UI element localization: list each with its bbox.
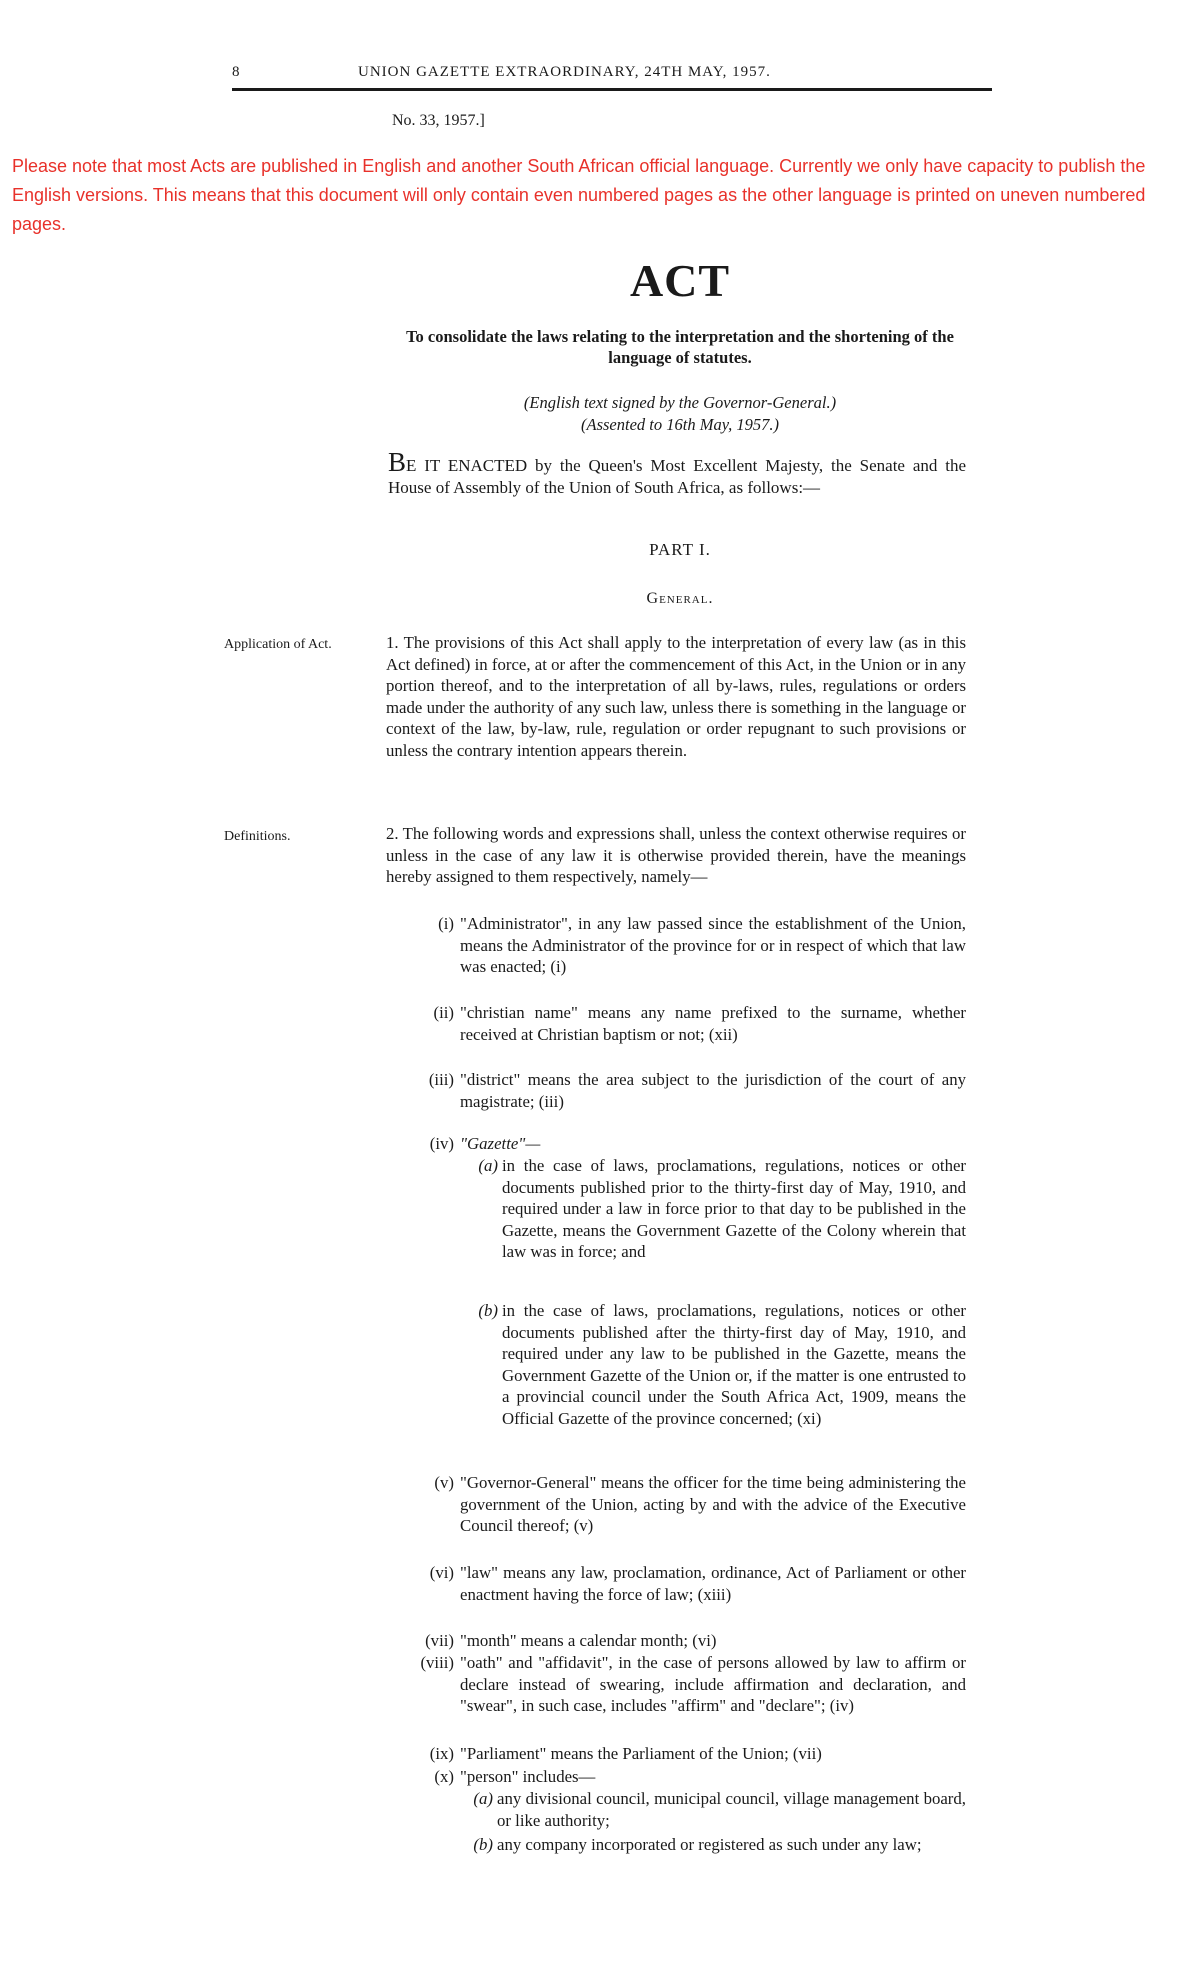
definition-text: "Gazette"— (460, 1134, 541, 1153)
definition-label: (viii) (420, 1653, 454, 1672)
subparagraph-text: any divisional council, municipal council, village management board, or like authority; (497, 1789, 966, 1830)
definition-item (429, 1562, 966, 1605)
definition-label: (iv) (429, 1134, 454, 1153)
enacting-text: E IT ENACTED by the Queen's Most Excellent Majesty, the Senate and the House of Assembly of the Union of South Africa, as follows:— (388, 456, 966, 497)
subparagraph-label: (a) (473, 1789, 493, 1808)
subparagraph-text: in the case of laws, proclamations, regulations, notices or other documents published prior to the thirty-first day of May, 1910, and required under a law in force prior to that day to be published in the Gazette, means the Government Gazette of the Colony wherein that law was in force; and (502, 1156, 966, 1261)
subparagraph-label: (b) (478, 1301, 498, 1320)
page-number: 8 (232, 64, 241, 80)
act-heading: ACT (629, 255, 731, 306)
part-heading: PART I. (649, 540, 711, 559)
definition-text: "christian name" means any name prefixed to the surname, whether received at Christian baptism or not; (xii) (460, 1003, 966, 1044)
header-rule (232, 88, 992, 91)
definition-text: "Administrator", in any law passed since the establishment of the Union, means the Administrator of the province for or in respect of which that law was enacted; (i) (460, 914, 966, 976)
definition-label: (vi) (429, 1563, 454, 1582)
definition-text: "oath" and "affidavit", in the case of persons allowed by law to affirm or declare instead of swearing, include affirmation and declaration, and "swear", in such case, includes "affirm" and "declare"; (iv) (460, 1653, 966, 1715)
definition-label: (ix) (429, 1744, 454, 1763)
definition-item (425, 1630, 966, 1652)
part-subheading: General. (646, 590, 714, 607)
definition-text: "district" means the area subject to the jurisdiction of the court of any magistrate; (iii) (460, 1070, 966, 1111)
subparagraph-text: any company incorporated or registered as such under any law; (497, 1835, 922, 1854)
definition-label: (ii) (433, 1003, 454, 1022)
definition-item (428, 1069, 966, 1112)
definition-item (429, 1743, 966, 1765)
section-2: 2. The following words and expressions shall, unless the context otherwise requires or unless in the case of any law it is otherwise provided therein, have the meanings hereby assigned to them respectively, namely— (386, 824, 966, 886)
publication-notice: Please note that most Acts are published in English and another South African official language. Currently we only have capacity to publish the English versions. This means that this document will only contain even numbered pages as the other language is printed on uneven numbered pages. (12, 156, 1146, 234)
definition-label: (v) (434, 1473, 454, 1492)
running-header (232, 64, 992, 86)
section-1: 1. The provisions of this Act shall apply to the interpretation of every law (as in this Act defined) in force, at or after the commencement of this Act, in the Union or in any portion thereof, and to the interpretation of all by-laws, rules, regulations or orders made under the authority of any such law, unless there is something in the language or context of the law, by-law, rule, regulation or order repugnant to such provisions or unless the contrary intention appears therein. (386, 633, 966, 760)
definition-text: "Parliament" means the Parliament of the Union; (vii) (460, 1744, 822, 1763)
definition-text: "person" includes— (460, 1767, 596, 1786)
definition-item (433, 1002, 966, 1045)
act-number: No. 33, 1957.] (392, 112, 485, 129)
definition-text: "law" means any law, proclamation, ordinance, Act of Parliament or other enactment having the force of law; (xiii) (460, 1563, 966, 1604)
subparagraph-text: in the case of laws, proclamations, regulations, notices or other documents published after the thirty-first day of May, 1910, and required under any law to be published in the Gazette, means the Government Gazette of the Union or, if the matter is one entrusted to a provincial council under the South Africa Act, 1909, means the Official Gazette of the province concerned; (xi) (502, 1301, 966, 1428)
gazette-subparagraph (478, 1300, 966, 1429)
definition-item (420, 1652, 966, 1717)
marginal-note-application: Application of Act. (224, 637, 332, 652)
definition-label: (vii) (425, 1631, 454, 1650)
signature-notes (390, 392, 970, 436)
definition-item (434, 1766, 966, 1788)
definition-label: (iii) (428, 1070, 454, 1089)
definition-item (438, 913, 966, 978)
definition-label: (i) (438, 914, 454, 933)
signed-note: (English text signed by the Governor-General.) (523, 393, 837, 412)
assented-note: (Assented to 16th May, 1957.) (581, 415, 779, 434)
definition-item (434, 1472, 966, 1537)
definition-item (429, 1133, 966, 1155)
marginal-note-definitions: Definitions. (224, 829, 291, 844)
definition-label: (x) (434, 1767, 454, 1786)
gazette-title: UNION GAZETTE EXTRAORDINARY, 24TH MAY, 1957. (358, 64, 771, 80)
definition-text: "Governor-General" means the officer for the time being administering the government of the Union, acting by and with the advice of the Executive Council thereof; (v) (460, 1473, 966, 1535)
subparagraph-label: (a) (478, 1156, 498, 1175)
person-subparagraph (473, 1834, 966, 1856)
subparagraph-label: (b) (473, 1835, 493, 1854)
enacting-drop-cap: B (388, 447, 407, 477)
definition-text: "month" means a calendar month; (vi) (460, 1631, 717, 1650)
long-title: To consolidate the laws relating to the interpretation and the shortening of the language of statutes. (406, 327, 954, 367)
gazette-subparagraph (478, 1155, 966, 1263)
enacting-clause (388, 447, 966, 499)
person-subparagraph (473, 1788, 966, 1831)
